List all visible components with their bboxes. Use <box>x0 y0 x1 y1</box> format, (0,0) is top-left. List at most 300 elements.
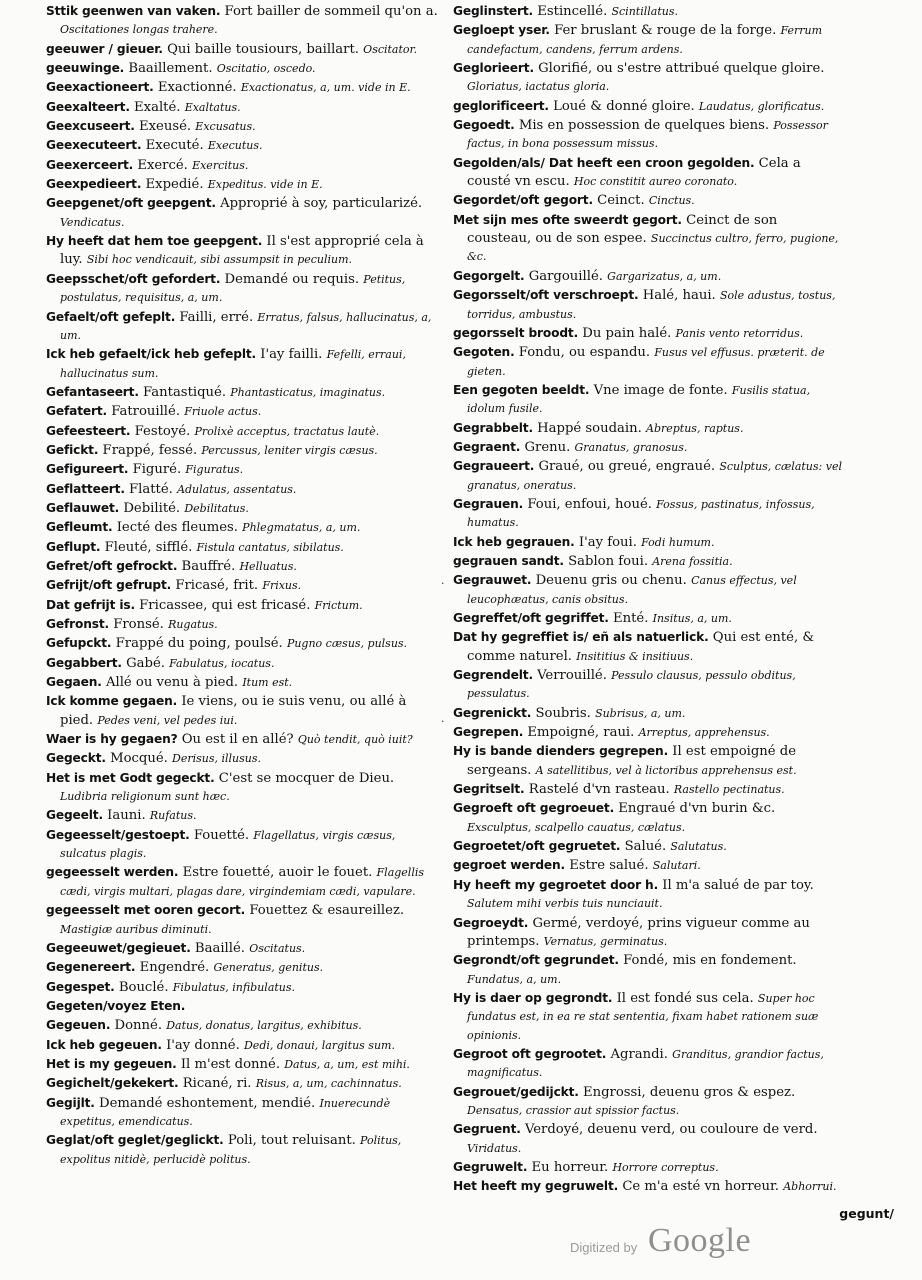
dictionary-entry <box>453 876 843 914</box>
entry-french: Ricané, ri. <box>182 1076 252 1092</box>
entry-latin: Risus, a, um, cachinnatus. <box>255 1077 402 1091</box>
entry-headword: Gegordet/oft gegort. <box>453 193 593 208</box>
entry-headword: Gefronst. <box>46 617 109 631</box>
entry-headword: Gegaen. <box>46 675 102 690</box>
dictionary-entry <box>453 267 843 286</box>
entry-latin: Arena fossitia. <box>652 554 733 568</box>
dictionary-entry <box>453 2 843 21</box>
dictionary-entry <box>46 308 440 346</box>
entry-headword: Hy heeft my gegroetet door h. <box>453 877 659 892</box>
entry-latin: Exsculptus, scalpello cauatus, cælatus. <box>467 820 686 834</box>
entry-headword: Met sijn mes ofte sweerdt gegort. <box>453 212 682 227</box>
entry-french: Fantastiqué. <box>143 384 227 400</box>
dictionary-entry <box>46 769 440 807</box>
entry-french: Rastelé d'vn rasteau. <box>528 782 670 798</box>
entry-french: Fer bruslant & rouge de la forge. <box>554 23 777 39</box>
dictionary-entry <box>46 673 440 692</box>
entry-latin: Quò tendit, quò iuit? <box>297 733 413 747</box>
entry-headword: Gefrijt/oft gefrupt. <box>46 578 172 593</box>
entry-headword: Gegroeydt. <box>453 915 529 930</box>
entry-latin: Rastello pectinatus. <box>673 783 785 797</box>
entry-latin: Ferrum candefactum, candens, ferrum ardens. <box>467 24 823 56</box>
left-column <box>46 2 440 1169</box>
entry-headword: Gefeesteert. <box>46 423 131 438</box>
entry-headword: Dat gefrijt is. <box>46 597 135 612</box>
dictionary-entry <box>46 730 440 749</box>
entry-latin: Arreptus, apprehensus. <box>638 726 770 740</box>
entry-headword: geeuwinge. <box>46 61 125 76</box>
entry-headword: Geexcuseert. <box>46 119 135 134</box>
entry-headword: Gegrauen. <box>453 496 524 511</box>
entry-french: Ce m'a esté vn horreur. <box>622 1179 779 1195</box>
entry-latin: Datus, donatus, largitus, exhibitus. <box>166 1019 362 1033</box>
entry-headword: Gegespet. <box>46 979 115 994</box>
dictionary-entry <box>453 837 843 856</box>
dictionary-entry <box>453 154 843 192</box>
entry-latin: Granatus, granosus. <box>574 440 688 454</box>
dictionary-entry <box>453 856 843 875</box>
dictionary-entry <box>453 97 843 116</box>
entry-latin: Figuratus. <box>185 463 244 477</box>
entry-french: Baaillé. <box>194 940 245 956</box>
entry-french: Ie viens, ou ie suis venu, ou allé à pied. <box>60 694 407 728</box>
entry-latin: Viridatus. <box>467 1141 522 1155</box>
dictionary-entry <box>46 98 440 117</box>
dictionary-entry <box>46 806 440 825</box>
entry-headword: Gegeten/voyez Eten. <box>46 998 186 1013</box>
entry-headword: geglorificeert. <box>453 98 549 113</box>
entry-french: Flatté. <box>129 481 173 497</box>
entry-headword: Gefleumt. <box>46 520 113 535</box>
entry-headword: Een gegoten beeldt. <box>453 382 590 397</box>
entry-french: Cela a cousté vn escu. <box>467 155 801 190</box>
entry-latin: Erratus, falsus, hallucinatus, a, um. <box>60 310 432 342</box>
dictionary-entry <box>46 59 440 78</box>
entry-headword: Gegeesselt/gestoept. <box>46 827 190 842</box>
dictionary-entry <box>46 1036 440 1055</box>
entry-french: Happé soudain. <box>537 420 642 436</box>
entry-french: Donné. <box>114 1018 163 1034</box>
entry-latin: Mastigiæ auribus diminuti. <box>60 922 212 936</box>
entry-headword: Dat hy gegreffiet is/ eñ als natuerlick. <box>453 630 709 645</box>
dictionary-entry <box>46 460 440 479</box>
entry-latin: Sibi hoc vendicauit, sibi assumpsit in peculium. <box>86 253 353 267</box>
entry-headword: Gegruwelt. <box>453 1159 528 1174</box>
entry-latin: Phlegmatatus, a, um. <box>242 521 361 535</box>
dictionary-entry <box>46 232 440 270</box>
entry-french: Failli, erré. <box>179 309 254 325</box>
dictionary-entry <box>46 615 440 634</box>
entry-french: Demandé eshontement, mendié. <box>99 1095 316 1111</box>
dictionary-entry <box>46 1074 440 1093</box>
entry-headword: Geglinstert. <box>453 4 534 18</box>
entry-french: Frappé, fessé. <box>102 442 198 458</box>
entry-headword: Gegrauwet. <box>453 573 532 588</box>
dictionary-entry <box>453 381 843 419</box>
dictionary-entry <box>46 654 440 673</box>
entry-headword: Geflatteert. <box>46 481 125 496</box>
entry-headword: Gefupckt. <box>46 636 112 651</box>
entry-headword: Gegeckt. <box>46 751 106 766</box>
entry-french: Fort bailler de sommeil qu'on a. <box>224 4 438 19</box>
entry-headword: Ick komme gegaen. <box>46 694 178 709</box>
catchword: gegunt/ <box>839 1206 894 1221</box>
entry-headword: Gefigureert. <box>46 462 129 477</box>
entry-french: Il s'est approprié cela à luy. <box>60 234 424 268</box>
dictionary-entry <box>453 989 843 1045</box>
entry-latin: Pugno cæsus, pulsus. <box>286 637 408 651</box>
dictionary-entry <box>453 552 843 571</box>
entry-french: Loué & donné gloire. <box>553 98 695 114</box>
dictionary-entry <box>453 780 843 799</box>
dictionary-entry <box>46 576 440 595</box>
entry-latin: Derisus, illusus. <box>172 752 262 766</box>
dictionary-entry <box>453 495 843 533</box>
entry-french: I'ay failli. <box>260 347 323 363</box>
entry-latin: Exactionatus, a, um. vide in E. <box>240 81 411 95</box>
entry-french: Graué, ou greué, engraué. <box>538 459 716 475</box>
dictionary-entry <box>46 596 440 615</box>
entry-latin: Generatus, genitus. <box>213 961 324 975</box>
entry-latin: Inuerecundè expetitus, emendicatus. <box>60 1096 391 1128</box>
dictionary-entry <box>453 628 843 666</box>
entry-french: Salué. <box>624 839 667 855</box>
entry-french: Empoigné, raui. <box>527 725 635 741</box>
entry-latin: Excusatus. <box>195 120 256 134</box>
entry-latin: Sculptus, cælatus: vel granatus, oneratus. <box>467 460 842 492</box>
entry-headword: Het is met Godt gegeckt. <box>46 770 215 785</box>
entry-latin: Flagellis cædi, virgis multari, plagas dare, virgindemiam cædi, vapulare. <box>60 866 425 898</box>
entry-latin: Gloriatus, iactatus gloria. <box>467 80 610 94</box>
dictionary-entry <box>453 21 843 59</box>
entry-headword: Sttik geenwen van vaken. <box>46 4 221 18</box>
entry-latin: Exercitus. <box>192 158 249 172</box>
entry-latin: Exaltatus. <box>184 100 241 114</box>
entry-latin: Granditus, grandior factus, magnificatus. <box>467 1047 824 1080</box>
entry-french: Executé. <box>145 138 204 154</box>
dictionary-entry <box>453 191 843 210</box>
dictionary-entry <box>46 402 440 421</box>
entry-headword: Gegeelt. <box>46 808 103 823</box>
entry-headword: geeuwer / gieuer. <box>46 41 163 56</box>
entry-french: Eu horreur. <box>531 1159 609 1175</box>
entry-headword: Gegolden/als/ Dat heeft een croon gegolden. <box>453 155 755 170</box>
gutter-mark: · <box>441 715 445 728</box>
entry-latin: Petitus, postulatus, requisitus, a, um. <box>60 272 406 305</box>
entry-headword: Hy is bande dienders gegrepen. <box>453 744 669 759</box>
entry-headword: Het is my gegeuen. <box>46 1056 177 1071</box>
dictionary-entry <box>46 901 440 939</box>
dictionary-entry <box>46 480 440 499</box>
entry-latin: Prolixè acceptus, tractatus lautè. <box>194 424 380 438</box>
entry-french: Agrandi. <box>610 1046 668 1062</box>
entry-latin: Fodi humum. <box>641 535 715 549</box>
entry-headword: Gegraueert. <box>453 459 535 474</box>
dictionary-entry <box>453 1083 843 1121</box>
dictionary-entry <box>46 78 440 97</box>
entry-french: Il m'a salué de par toy. <box>662 877 814 893</box>
dictionary-entry <box>46 978 440 997</box>
dictionary-entry <box>46 117 440 136</box>
entry-french: Verrouillé. <box>537 668 607 684</box>
dictionary-entry <box>453 324 843 343</box>
entry-french: Bauffré. <box>181 558 236 574</box>
entry-french: Ceinct de son cousteau, ou de son espee. <box>467 212 778 247</box>
entry-latin: Itum est. <box>242 676 293 690</box>
dictionary-entry <box>46 136 440 155</box>
entry-latin: Salutem mihi verbis tuis nunciauit. <box>467 897 663 911</box>
entry-latin: Frictum. <box>314 598 363 612</box>
entry-headword: gegrauen sandt. <box>453 553 564 568</box>
entry-french: Vne image de fonte. <box>593 382 728 398</box>
entry-latin: Frixus. <box>262 579 302 593</box>
entry-latin: Cinctus. <box>648 194 695 208</box>
entry-headword: Gegroetet/oft gegruetet. <box>453 839 621 854</box>
entry-latin: Fistula cantatus, sibilatus. <box>196 540 344 554</box>
entry-french: Expedié. <box>145 177 204 193</box>
entry-latin: Datus, a, um, est mihi. <box>284 1057 410 1071</box>
entry-headword: Gegorgelt. <box>453 268 525 283</box>
entry-latin: Subrisus, a, um. <box>595 706 686 720</box>
entry-headword: Waer is hy gegaen? <box>46 732 178 747</box>
entry-french: Exercé. <box>137 157 188 173</box>
entry-latin: Canus effectus, vel leucophæatus, canis obsitus. <box>467 574 797 606</box>
entry-headword: Gefaelt/oft gefeplt. <box>46 309 176 324</box>
dictionary-entry <box>46 826 440 864</box>
dictionary-entry <box>46 383 440 402</box>
entry-french: Enté. <box>613 611 649 626</box>
entry-french: Il est empoigné de sergeans. <box>467 744 797 778</box>
dictionary-entry <box>46 441 440 460</box>
entry-latin: Panis vento retorridus. <box>675 326 804 340</box>
entry-latin: Succinctus cultro, ferro, pugione, &c. <box>467 232 839 264</box>
entry-headword: Gegrabbelt. <box>453 420 533 435</box>
entry-headword: gegeesselt werden. <box>46 865 179 880</box>
dictionary-entry <box>46 1094 440 1132</box>
dictionary-entry <box>46 1016 440 1035</box>
entry-headword: Gegroot oft gegrootet. <box>453 1046 607 1061</box>
entry-latin: Sole adustus, tostus, torridus, ambustus. <box>467 289 836 321</box>
entry-latin: Pessulo clausus, pessulo obditus, pessulatus. <box>467 669 796 701</box>
entry-latin: Insititius & insitiuus. <box>576 649 694 663</box>
entry-french: Engendré. <box>139 960 210 976</box>
dictionary-entry <box>453 457 843 495</box>
entry-french: Verdoyé, deuenu verd, ou couloure de verd. <box>524 1122 818 1138</box>
dictionary-entry <box>46 40 440 59</box>
gutter-mark: · <box>441 577 445 590</box>
entry-french: Fronsé. <box>113 617 164 632</box>
dictionary-entry <box>46 538 440 557</box>
entry-latin: Flagellatus, virgis cæsus, sulcatus plagis. <box>60 828 396 861</box>
entry-latin: Dedi, donaui, largitus sum. <box>243 1038 395 1052</box>
dictionary-entry <box>453 438 843 457</box>
dictionary-entry <box>46 156 440 175</box>
entry-french: Grenu. <box>524 439 571 455</box>
entry-latin: Oscitator. <box>363 42 418 56</box>
dictionary-entry <box>453 704 843 723</box>
google-watermark: Google <box>648 1222 752 1259</box>
entry-headword: Gegichelt/gekekert. <box>46 1076 179 1091</box>
entry-french: Engraué d'vn burin &c. <box>618 801 776 817</box>
dictionary-entry <box>453 609 843 628</box>
digitized-by-text: Digitized by <box>570 1240 638 1255</box>
entry-headword: Ick heb gefaelt/ick heb gefeplt. <box>46 347 257 362</box>
entry-headword: Hy is daer op gegrondt. <box>453 990 613 1005</box>
entry-headword: Het heeft my gegruwelt. <box>453 1179 619 1194</box>
entry-headword: Hy heeft dat hem toe geepgent. <box>46 234 263 249</box>
dictionary-entry <box>453 951 843 989</box>
entry-headword: Geglorieert. <box>453 61 534 76</box>
entry-latin: Politus, expolitus nitidè, perlucidè politus. <box>60 1134 402 1166</box>
entry-french: Demandé ou requis. <box>224 271 360 287</box>
entry-headword: Geglat/oft geglet/geglickt. <box>46 1133 224 1148</box>
entry-latin: Abhorrui. <box>783 1180 837 1194</box>
entry-latin: Super hoc fundatus est, in ea re stat sententia, fixam habet rationem suæ opinionis. <box>467 991 819 1042</box>
entry-french: Glorifié, ou s'estre attribué quelque gloire. <box>538 61 825 77</box>
entry-french: Estre salué. <box>569 858 649 874</box>
entry-latin: Scintillatus. <box>611 5 678 18</box>
entry-french: I'ay donné. <box>166 1037 240 1053</box>
entry-latin: Oscitatio, oscedo. <box>216 62 316 76</box>
dictionary-entry <box>46 518 440 537</box>
dictionary-entry <box>46 557 440 576</box>
entry-headword: Geepgenet/oft geepgent. <box>46 196 216 211</box>
entry-latin: Oscitationes longas trahere. <box>60 23 218 37</box>
entry-headword: Geexerceert. <box>46 157 134 172</box>
entry-french: Estre fouetté, auoir le fouet. <box>182 865 373 881</box>
entry-headword: Gegruent. <box>453 1122 521 1137</box>
dictionary-entry <box>46 422 440 441</box>
entry-french: Engrossi, deuenu gros & espez. <box>582 1084 796 1100</box>
entry-latin: Friuole actus. <box>184 405 262 419</box>
entry-headword: Geepsschet/oft gefordert. <box>46 271 221 286</box>
entry-latin: Salutari. <box>652 859 701 873</box>
entry-french: Fricassee, qui est fricasé. <box>139 597 311 613</box>
entry-headword: Geexpedieert. <box>46 177 142 192</box>
entry-headword: gegroet werden. <box>453 858 566 873</box>
dictionary-entry <box>46 958 440 977</box>
entry-french: Baaillement. <box>128 61 213 77</box>
dictionary-entry <box>453 799 843 837</box>
entry-french: Foui, enfoui, houé. <box>527 496 652 512</box>
entry-french: Mocqué. <box>110 751 168 767</box>
dictionary-entry <box>46 692 440 730</box>
entry-latin: Possessor factus, in bona possessum missus. <box>467 119 828 151</box>
entry-french: Halé, haui. <box>642 288 716 304</box>
entry-french: C'est se mocquer de Dieu. <box>218 770 395 786</box>
entry-latin: Oscitatus. <box>249 941 306 955</box>
dictionary-entry <box>453 116 843 154</box>
entry-latin: Gargarizatus, a, um. <box>607 269 722 283</box>
dictionary-entry <box>453 211 843 267</box>
entry-headword: Gefret/oft gefrockt. <box>46 558 178 573</box>
entry-latin: Vernatus, germinatus. <box>543 934 668 948</box>
dictionary-entry <box>453 59 843 97</box>
entry-latin: Abreptus, raptus. <box>646 421 744 435</box>
entry-headword: Gegeeuwet/gegieuet. <box>46 940 191 955</box>
entry-headword: gegorsselt broodt. <box>453 325 579 340</box>
entry-latin: Rugatus. <box>168 618 218 631</box>
dictionary-entry <box>46 634 440 653</box>
entry-french: Il est fondé sus cela. <box>616 990 754 1006</box>
entry-french: Qui baille tousiours, baillart. <box>167 41 359 57</box>
entry-headword: Geflupt. <box>46 539 101 554</box>
dictionary-entry <box>453 1045 843 1083</box>
entry-headword: Gegoedt. <box>453 118 515 133</box>
entry-latin: Fabulatus, iocatus. <box>169 656 275 670</box>
entry-french: Iauni. <box>107 808 146 824</box>
entry-latin: Hoc constitit aureo coronato. <box>573 175 738 189</box>
entry-french: Poli, tout reluisant. <box>227 1133 356 1149</box>
entry-french: Allé ou venu à pied. <box>105 675 239 691</box>
entry-latin: Densatus, crassior aut spissior factus. <box>467 1103 680 1117</box>
entry-latin: A satellitibus, vel à lictoribus apprehensus est. <box>535 763 797 777</box>
dictionary-entry <box>46 939 440 958</box>
entry-french: Gargouillé. <box>528 268 603 284</box>
entry-french: Germé, verdoyé, prins vigueur comme au printemps. <box>467 915 810 949</box>
entry-latin: Debilitatus. <box>184 501 249 515</box>
entry-latin: Executus. <box>207 139 263 153</box>
dictionary-entry <box>453 419 843 438</box>
entry-latin: Fossus, pastinatus, infossus, humatus. <box>467 497 815 530</box>
dictionary-entry <box>453 1120 843 1158</box>
dictionary-entry <box>453 1177 843 1196</box>
dictionary-entry <box>46 1131 440 1169</box>
entry-french: I'ay foui. <box>578 534 637 550</box>
entry-latin: Insitus, a, um. <box>652 612 732 625</box>
dictionary-entry <box>46 345 440 383</box>
entry-french: Debilité. <box>123 500 181 516</box>
entry-french: Fondé, mis en fondement. <box>623 953 797 969</box>
entry-latin: Laudatus, glorificatus. <box>698 99 825 113</box>
dictionary-entry <box>453 533 843 552</box>
dictionary-entry <box>46 499 440 518</box>
entry-headword: Gegijlt. <box>46 1095 95 1110</box>
entry-french: Exeusé. <box>138 119 192 135</box>
entry-headword: Gefantaseert. <box>46 384 139 399</box>
entry-french: Bouclé. <box>118 979 169 995</box>
entry-headword: Gegorsselt/oft verschroept. <box>453 288 639 303</box>
entry-headword: Ick heb gegrauen. <box>453 534 575 549</box>
dictionary-entry <box>46 175 440 194</box>
entry-french: Fatrouillé. <box>111 404 181 420</box>
dictionary-entry <box>453 343 843 381</box>
entry-latin: Expeditus. vide in E. <box>207 178 323 192</box>
entry-latin: Ludibria religionum sunt hæc. <box>60 790 230 804</box>
entry-french: Fouetté. <box>193 827 250 843</box>
entry-headword: Geexalteert. <box>46 99 130 114</box>
dictionary-entry <box>453 723 843 742</box>
entry-headword: Gegoten. <box>453 345 515 360</box>
dictionary-entry <box>453 571 843 609</box>
dictionary-entry <box>46 997 440 1016</box>
entry-headword: Gegraent. <box>453 439 521 454</box>
entry-latin: Horrore correptus. <box>612 1160 719 1174</box>
entry-latin: Phantasticatus, imaginatus. <box>230 385 386 399</box>
entry-headword: Gegenereert. <box>46 960 136 975</box>
entry-latin: Fundatus, a, um. <box>467 972 562 986</box>
entry-headword: gegeesselt met ooren gecort. <box>46 903 246 918</box>
entry-french: Sablon foui. <box>568 553 649 569</box>
entry-headword: Geflauwet. <box>46 500 120 515</box>
dictionary-entry <box>453 286 843 324</box>
dictionary-entry <box>46 1055 440 1074</box>
entry-headword: Gegloept yser. <box>453 23 550 38</box>
entry-latin: Fusus vel effusus. præterit. de gieten. <box>467 346 825 378</box>
entry-french: Frappé du poing, poulsé. <box>115 636 283 652</box>
dictionary-entry <box>453 1158 843 1177</box>
entry-french: Soubris. <box>535 705 591 721</box>
